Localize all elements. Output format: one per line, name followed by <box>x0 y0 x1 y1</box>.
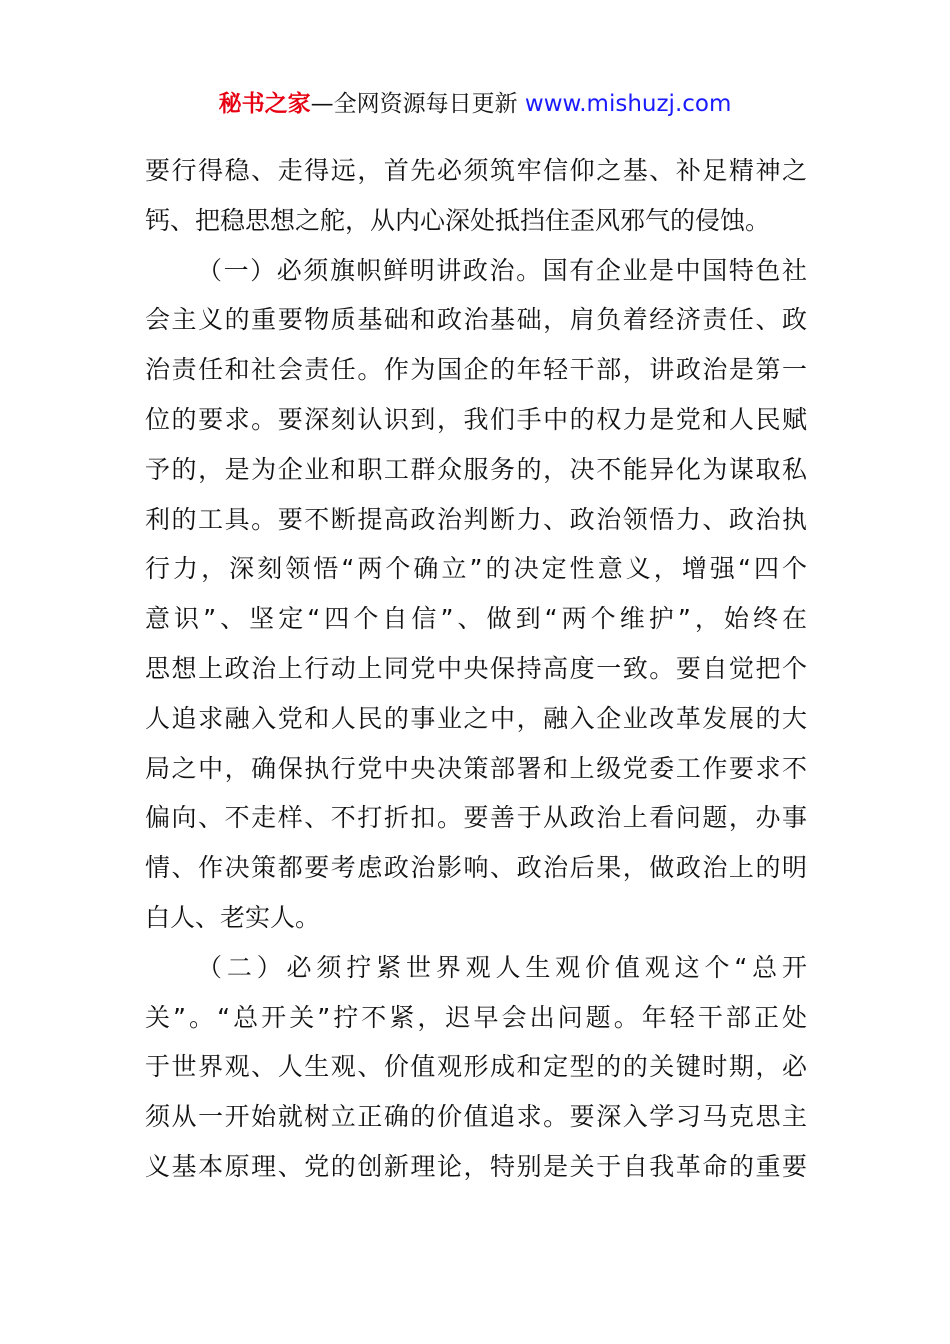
text-line: （一）必须旗帜鲜明讲政治。国有企业是中国特色社 <box>197 255 807 285</box>
text-line: 治责任和社会责任。作为国企的年轻干部，讲政治是第一 <box>145 355 807 385</box>
text-line: 于世界观、人生观、价值观形成和定型的的关键时期，必 <box>145 1052 807 1082</box>
text-line: 人追求融入党和人民的事业之中，融入企业改革发展的大 <box>145 703 807 733</box>
text-line: 思想上政治上行动上同党中央保持高度一致。要自觉把个 <box>145 653 807 683</box>
text-line: 义基本原理、党的创新理论，特别是关于自我革命的重要 <box>145 1151 807 1181</box>
text-line: 利的工具。要不断提高政治判断力、政治领悟力、政治执 <box>145 504 807 534</box>
text-line: 要行得稳、走得远，首先必须筑牢信仰之基、补足精神之 <box>145 156 807 185</box>
text-line: 钙、把稳思想之舵，从内心深处抵挡住歪风邪气的侵蚀。 <box>145 205 771 235</box>
text-line: 会主义的重要物质基础和政治基础，肩负着经济责任、政 <box>145 305 807 335</box>
site-url-link[interactable]: www.mishuzj.com <box>524 91 732 117</box>
document-body <box>145 146 807 1192</box>
header-tagline: —全网资源每日更新 <box>310 91 525 117</box>
text-line: 偏向、不走样、不打折扣。要善于从政治上看问题，办事 <box>145 803 807 833</box>
text-line: 白人、老实人。 <box>145 902 321 932</box>
text-line: 情、作决策都要考虑政治影响、政治后果，做政治上的明 <box>145 853 807 883</box>
text-line: 局之中，确保执行党中央决策部署和上级党委工作要求不 <box>145 753 807 783</box>
site-header <box>0 86 950 122</box>
text-line: 关”。“总开关”拧不紧，迟早会出问题。年轻干部正处 <box>145 1002 807 1032</box>
text-line: 予的，是为企业和职工群众服务的，决不能异化为谋取私 <box>145 454 807 484</box>
text-line: （二）必须拧紧世界观人生观价值观这个“总开 <box>197 952 807 982</box>
text-line: 须从一开始就树立正确的价值追求。要深入学习马克思主 <box>145 1102 807 1132</box>
text-line: 意识”、坚定“四个自信”、做到“两个维护”，始终在 <box>145 604 807 634</box>
brand-name: 秘书之家 <box>218 91 311 117</box>
text-line: 行力，深刻领悟“两个确立”的决定性意义，增强“四个 <box>145 554 807 584</box>
text-line: 位的要求。要深刻认识到，我们手中的权力是党和人民赋 <box>145 404 807 434</box>
